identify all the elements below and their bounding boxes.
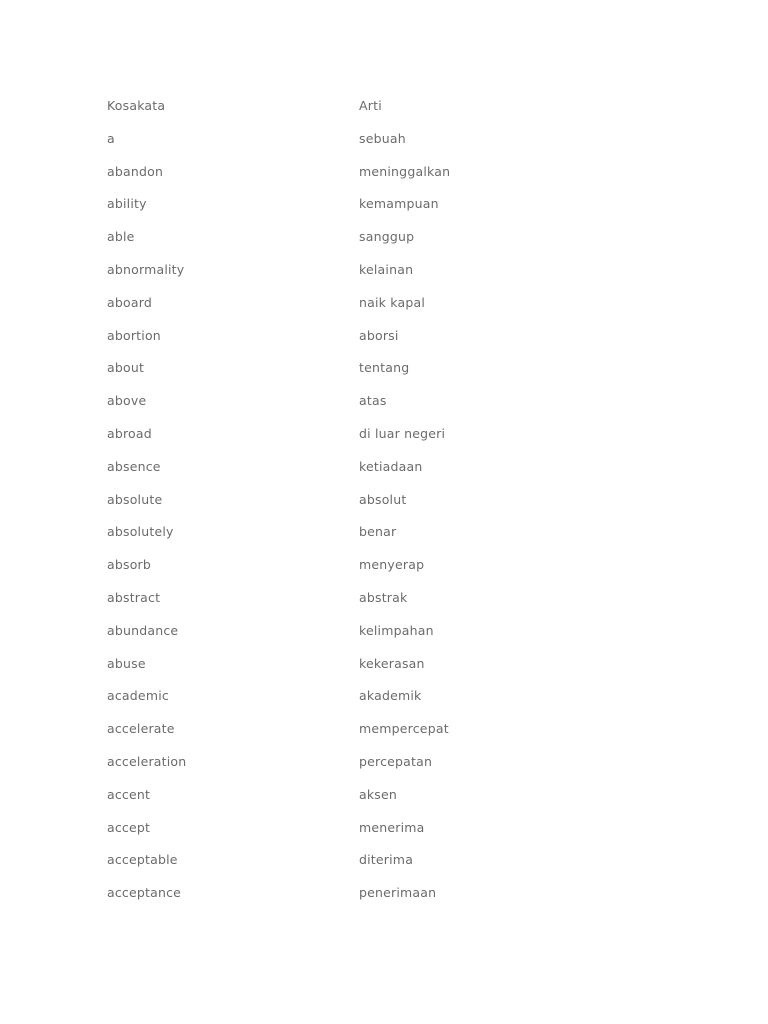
vocab-meaning: menerima <box>359 819 425 835</box>
vocab-word: accelerate <box>107 721 175 737</box>
table-row <box>107 785 667 818</box>
vocab-word: abandon <box>107 163 164 179</box>
vocabulary-table <box>107 96 667 916</box>
table-row <box>107 194 667 227</box>
vocab-word: acceleration <box>107 753 187 769</box>
table-header <box>107 96 667 129</box>
vocab-meaning: kelainan <box>359 261 414 277</box>
vocab-word: about <box>107 360 145 376</box>
vocab-word: abortion <box>107 327 161 343</box>
table-row <box>107 588 667 621</box>
vocab-meaning: kelimpahan <box>359 622 434 638</box>
vocab-meaning: menyerap <box>359 557 425 573</box>
vocab-meaning: meninggalkan <box>359 163 451 179</box>
table-row <box>107 686 667 719</box>
vocab-meaning: kekerasan <box>359 655 425 671</box>
table-row <box>107 227 667 260</box>
table-row <box>107 752 667 785</box>
vocab-meaning: tentang <box>359 360 410 376</box>
vocab-word: absence <box>107 458 161 474</box>
vocab-word: abuse <box>107 655 146 671</box>
table-row <box>107 719 667 752</box>
table-row <box>107 555 667 588</box>
column-header-word: Kosakata <box>107 98 166 113</box>
table-row <box>107 260 667 293</box>
vocab-word: abnormality <box>107 261 185 277</box>
table-row <box>107 654 667 687</box>
vocab-word: absorb <box>107 557 152 573</box>
vocab-meaning: sanggup <box>359 229 415 245</box>
vocab-word: absolutely <box>107 524 174 540</box>
vocab-meaning: abstrak <box>359 589 408 605</box>
vocab-meaning: benar <box>359 524 397 540</box>
vocab-meaning: aksen <box>359 786 398 802</box>
vocab-word: abundance <box>107 622 179 638</box>
vocab-word: ability <box>107 196 147 212</box>
table-row <box>107 850 667 883</box>
vocab-word: abstract <box>107 589 161 605</box>
vocab-meaning: aborsi <box>359 327 399 343</box>
vocab-meaning: diterima <box>359 852 414 868</box>
vocab-word: accent <box>107 786 151 802</box>
vocab-meaning: naik kapal <box>359 294 426 310</box>
vocab-meaning: mempercepat <box>359 721 449 737</box>
table-row <box>107 457 667 490</box>
vocab-word: above <box>107 393 147 409</box>
table-body <box>107 129 667 916</box>
vocab-meaning: akademik <box>359 688 422 704</box>
vocab-meaning: sebuah <box>359 130 406 146</box>
vocab-word: acceptance <box>107 885 182 901</box>
vocab-word: aboard <box>107 294 152 310</box>
vocab-word: academic <box>107 688 169 704</box>
vocab-word: accept <box>107 819 151 835</box>
vocab-meaning: di luar negeri <box>359 425 446 441</box>
table-row <box>107 490 667 523</box>
table-row <box>107 883 667 916</box>
vocab-meaning: penerimaan <box>359 885 437 901</box>
table-row <box>107 326 667 359</box>
table-row <box>107 424 667 457</box>
vocab-word: absolute <box>107 491 163 507</box>
table-row <box>107 391 667 424</box>
table-row <box>107 621 667 654</box>
table-row <box>107 293 667 326</box>
table-row <box>107 358 667 391</box>
table-row <box>107 522 667 555</box>
vocab-word: able <box>107 229 135 245</box>
table-row <box>107 129 667 162</box>
vocab-word: abroad <box>107 425 152 441</box>
table-row <box>107 162 667 195</box>
vocab-word: acceptable <box>107 852 178 868</box>
vocab-meaning: ketiadaan <box>359 458 423 474</box>
column-header-meaning: Arti <box>359 98 382 113</box>
vocab-meaning: absolut <box>359 491 407 507</box>
table-row <box>107 818 667 851</box>
vocab-word: a <box>107 130 115 146</box>
vocab-meaning: kemampuan <box>359 196 439 212</box>
vocab-meaning: atas <box>359 393 387 409</box>
vocab-meaning: percepatan <box>359 753 433 769</box>
